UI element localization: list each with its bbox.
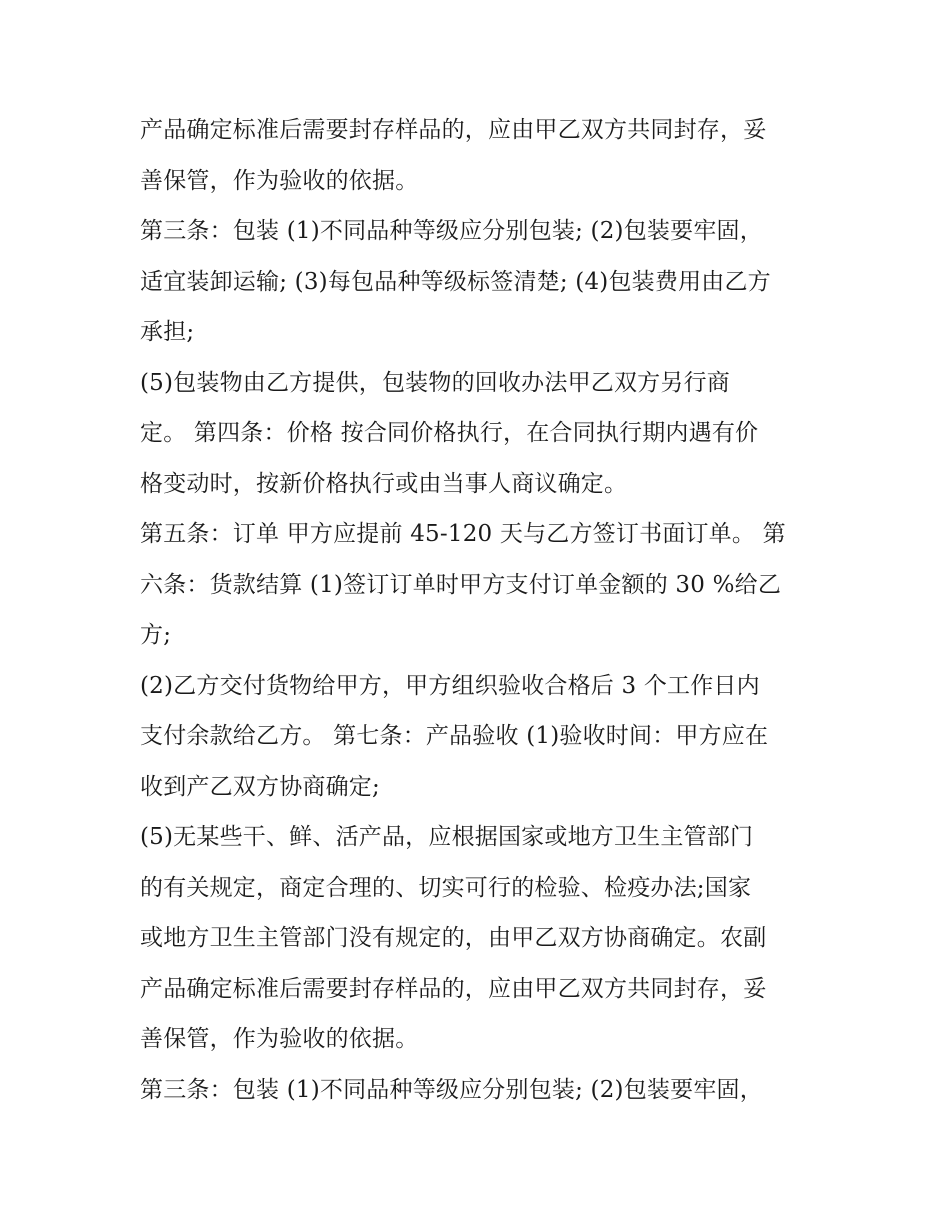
text-line: 善保管，作为验收的依据。: [140, 167, 419, 194]
text-line: 的有关规定，商定合理的、切实可行的检验、检疫办法;国家: [140, 874, 752, 901]
text-line: 承担;: [140, 319, 195, 345]
text-line: 定。 第四条：价格 按合同价格执行，在合同执行期内遇有价: [140, 420, 759, 446]
text-line: 产品确定标准后需要封存样品的，应由甲乙双方共同封存，妥: [140, 975, 767, 1002]
text-line: 善保管，作为验收的依据。: [140, 1026, 419, 1052]
text-line: 适宜装卸运输; (3)每包品种等级标签清楚; (4)包装费用由乙方: [140, 268, 771, 295]
text-line: 第三条：包装 (1)不同品种等级应分别包装; (2)包装要牢固，: [140, 1076, 763, 1103]
text-line: (2)乙方交付货物给甲方，甲方组织验收合格后 3 个工作日内: [140, 672, 760, 699]
text-line: 或地方卫生主管部门没有规定的，由甲乙双方协商确定。农副: [140, 925, 767, 951]
document-page: [140, 105, 820, 1115]
text-line: 第五条：订单 甲方应提前 45-120 天与乙方签订书面订单。 第: [140, 521, 786, 547]
text-line: 收到产乙双方协商确定;: [140, 773, 380, 800]
text-line: 格变动时，按新价格执行或由当事人商议确定。: [140, 470, 628, 497]
text-line: 方;: [140, 622, 172, 648]
text-line: (5)包装物由乙方提供，包装物的回收办法甲乙双方另行商: [140, 369, 730, 396]
text-line: 产品确定标准后需要封存样品的，应由甲乙双方共同封存，妥: [140, 117, 767, 143]
text-line: (5)无某些干、鲜、活产品，应根据国家或地方卫生主管部门: [140, 824, 754, 850]
text-line: 支付余款给乙方。 第七条：产品验收 (1)验收时间：甲方应在: [140, 723, 769, 749]
text-line: 第三条：包装 (1)不同品种等级应分别包装; (2)包装要牢固，: [140, 218, 763, 244]
text-line: 六条：货款结算 (1)签订订单时甲方支付订单金额的 30 %给乙: [140, 571, 782, 598]
